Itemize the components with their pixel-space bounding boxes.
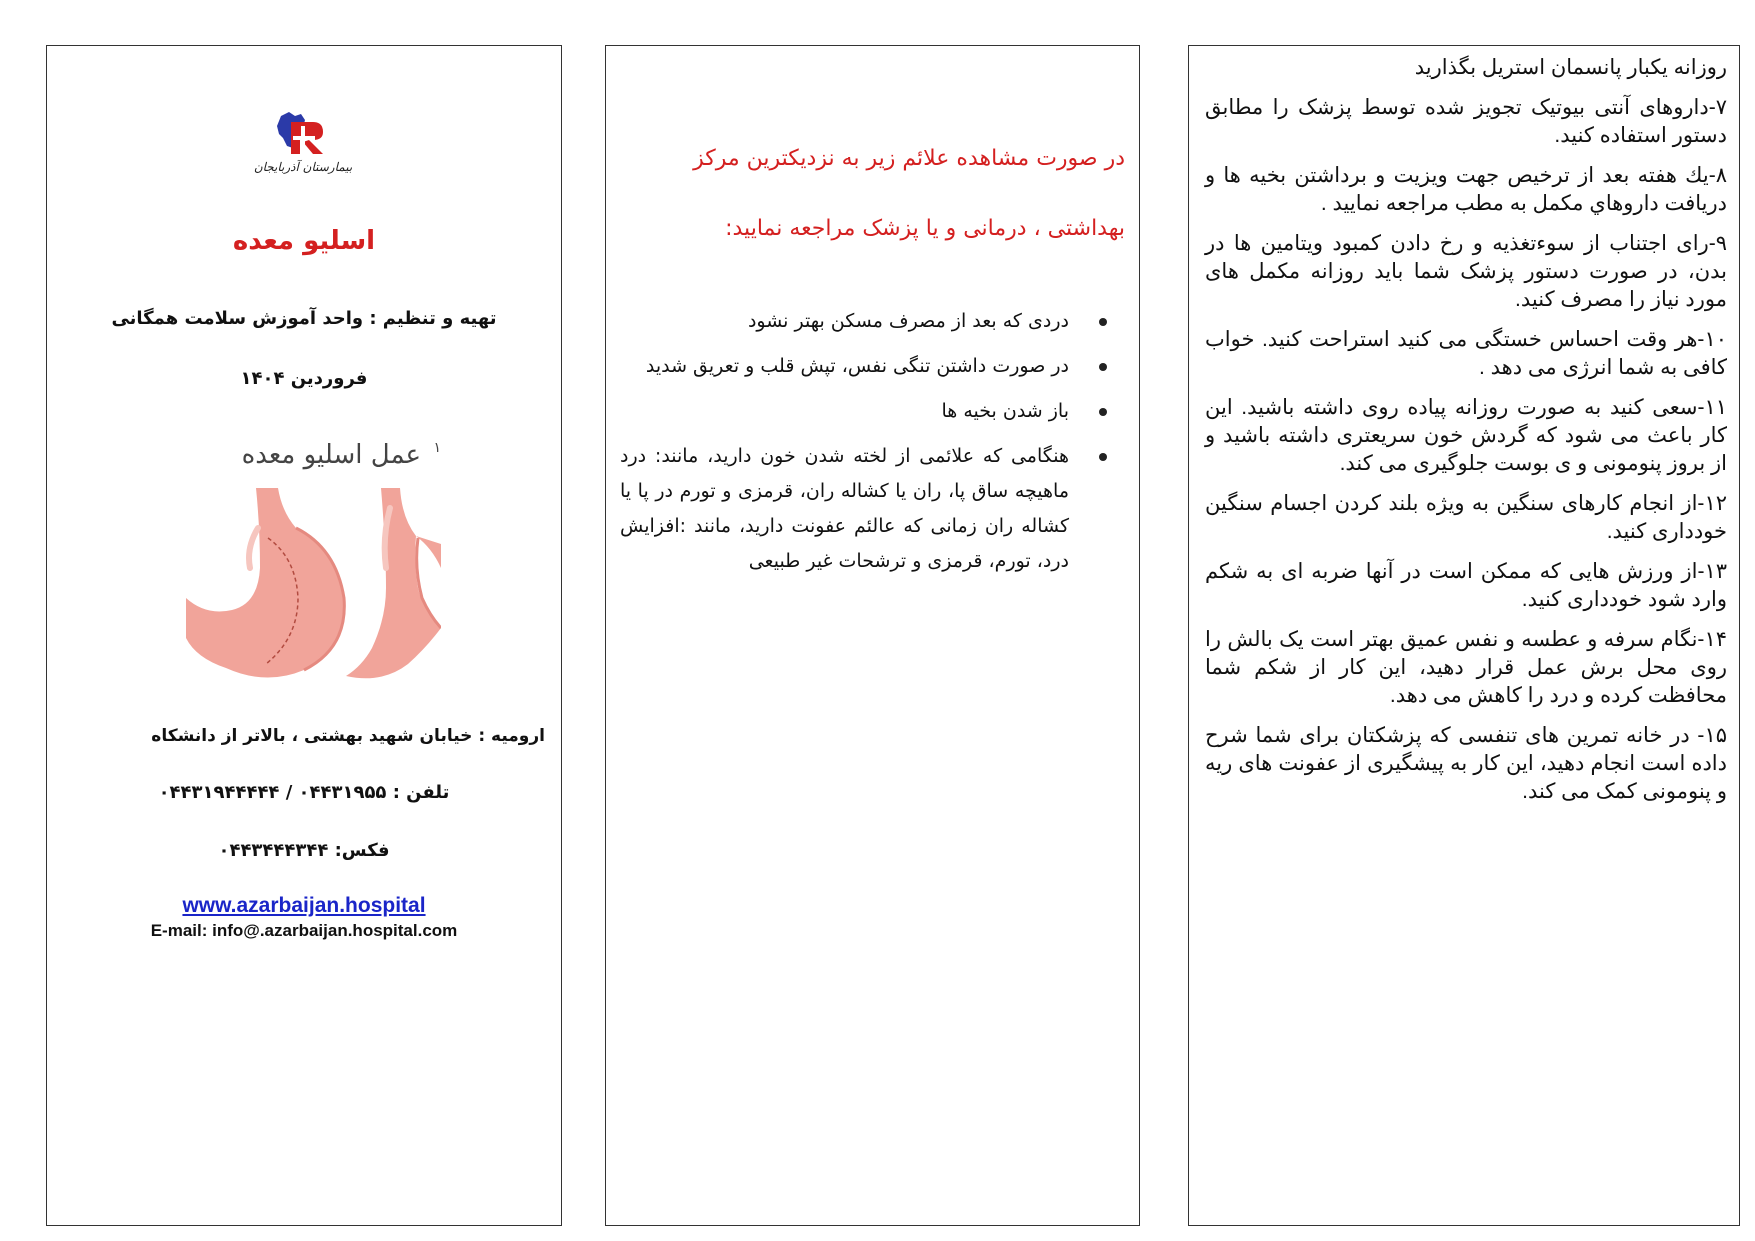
illustration-number: ۱ <box>433 440 441 456</box>
list-item <box>620 394 1069 429</box>
date-text: فروردین ۱۴۰۴ <box>240 368 368 389</box>
instruction-item: ۱۲-از انجام کارهای سنگین به ویژه بلند کردن اجسام سنگین خودداری کنید. <box>1205 492 1727 543</box>
list-item-text: باز شدن بخیه ها <box>941 400 1069 422</box>
list-item <box>620 349 1069 384</box>
stomach-icon <box>186 488 441 683</box>
bullet-icon <box>1099 318 1107 326</box>
warning-panel <box>605 45 1140 1226</box>
address-text: ارومیه : خیابان شهید بهشتی ، بالاتر از دانشکاه <box>151 726 545 746</box>
website-link[interactable]: www.azarbaijan.hospital <box>182 894 426 917</box>
document-title: اسلیو معده <box>232 226 376 256</box>
list-item-text: در صورت داشتن تنگی نفس، تپش قلب و تعریق شدید <box>645 355 1069 377</box>
instruction-item: ۸-يك هفته بعد از ترخیص جهت ویزیت و برداشتن بخیه ها و دریافت داروهاي مکمل به مطب مراجعه نمایید . <box>1205 164 1727 215</box>
instructions-panel <box>1188 45 1740 1226</box>
bullet-icon <box>1099 408 1107 416</box>
warning-heading-line-1: در صورت مشاهده علائم زیر به نزدیکترین مرکز <box>693 146 1125 171</box>
hospital-logo-icon <box>253 108 353 160</box>
logo-caption: بیمارستان آذربایجان <box>253 160 353 174</box>
instruction-item: ۱۴-نگام سرفه و عطسه و نفس عمیق بهتر است یک بالش را روی محل برش عمل قرار دهید، این کار از شکم شما محافظت کرده و درد را کاهش می دهد. <box>1205 628 1727 707</box>
instruction-item: ۱۱-سعی کنید به صورت روزانه پیاده روی داشته باشید. این کار باعث می شود که گردش خون سریعتری داشته باشید و از بروز پنومونی و ی بوست جلوگیری می کند. <box>1205 396 1727 475</box>
list-item <box>620 304 1069 339</box>
hospital-logo <box>253 108 353 188</box>
bullet-icon <box>1099 453 1107 461</box>
phone-text: تلفن : ۰۴۴۳۱۹۵۵ / ۰۴۴۳۱۹۴۴۴۴۴ <box>158 782 450 803</box>
bullet-icon <box>1099 363 1107 371</box>
list-item <box>620 439 1069 579</box>
stomach-illustration <box>186 436 441 683</box>
warning-heading <box>620 142 1125 282</box>
list-item-text: هنگامی که علائمی از لخته شدن خون دارید، مانند: درد ماهیچه ساق پا، ران یا کشاله ران، قرمزی و تورم در پا یا کشاله ران زمانی که عالئم عفونت دارید، مانند :افزایش درد، تورم، قرمزی و ترشحات غیر طبیعی <box>620 445 1069 572</box>
list-item-text: دردی که بعد از مصرف مسکن بهتر نشود <box>747 310 1069 332</box>
email-text: E-mail: info@.azarbaijan.hospital.com <box>150 921 458 940</box>
instruction-item: ۷-داروهای آنتی بیوتیک تجویز شده توسط پزشک را مطابق دستور استفاده کنید. <box>1205 96 1727 147</box>
prepared-by-text: تهیه و تنظیم : واحد آموزش سلامت همگانی <box>111 308 497 329</box>
cover-panel <box>46 45 562 1226</box>
instruction-item: روزانه یکبار پانسمان استریل بگذارید <box>1414 56 1727 79</box>
warning-heading-line-2: بهداشتی ، درمانی و یا پزشک مراجعه نمایید: <box>725 216 1125 241</box>
warning-list <box>620 304 1117 589</box>
illustration-title: عمل اسلیو معده <box>241 440 421 470</box>
instructions-list <box>1205 54 1727 818</box>
instruction-item: ۱۵- در خانه تمرین های تنفسی که پزشکتان برای شما شرح داده است انجام دهید، این کار به پیشگیری از عفونت های ریه و پنومونی کمک می کند. <box>1205 724 1727 803</box>
fax-text: فکس: ۰۴۴۳۴۴۴۳۴۴ <box>218 840 390 861</box>
instruction-item: ۹-رای اجتناب از سوءتغذیه و رخ دادن کمبود ویتامین ها در بدن، در صورت دستور پزشک شما باید روزانه مکمل های مورد نیاز را مصرف کنید. <box>1205 232 1727 311</box>
instruction-item: ۱۰-هر وقت احساس خستگی می کنید استراحت کنید. خواب کافی به شما انرژی می دهد . <box>1205 328 1727 379</box>
instruction-item: ۱۳-از ورزش هایی که ممکن است در آنها ضربه ای به شکم وارد شود خودداری کنید. <box>1205 560 1727 611</box>
